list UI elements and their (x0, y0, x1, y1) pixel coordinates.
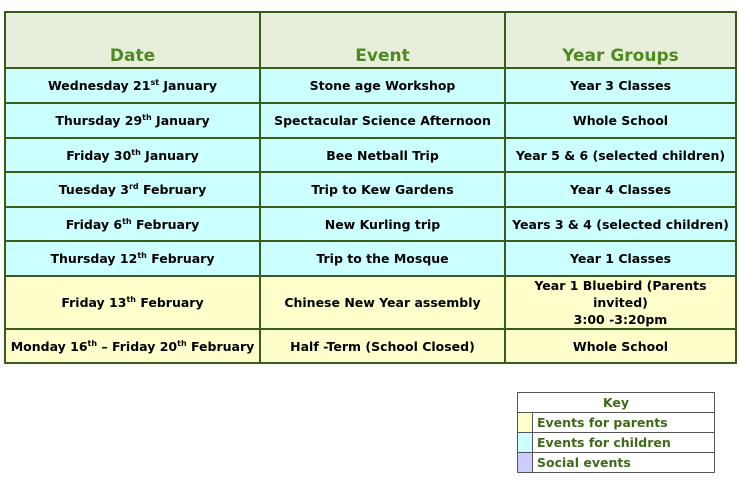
date-cell: Friday 30th January (5, 138, 260, 172)
event-cell: Spectacular Science Afternoon (260, 103, 505, 138)
year-groups-cell: Whole School (505, 329, 736, 363)
date-cell: Thursday 12th February (5, 241, 260, 276)
table-row (5, 241, 736, 276)
header-year-groups: Year Groups (505, 12, 736, 68)
event-cell: Trip to Kew Gardens (260, 172, 505, 207)
year-groups-cell: Years 3 & 4 (selected children) (505, 207, 736, 241)
key-swatch-children (518, 433, 533, 453)
event-cell: New Kurling trip (260, 207, 505, 241)
table-row (5, 207, 736, 241)
event-cell: Chinese New Year assembly (260, 276, 505, 329)
table-row (5, 172, 736, 207)
header-event: Event (260, 12, 505, 68)
key-label-parents: Events for parents (533, 413, 715, 433)
event-cell: Half -Term (School Closed) (260, 329, 505, 363)
header-date: Date (5, 12, 260, 68)
table-row (5, 276, 736, 329)
event-cell: Trip to the Mosque (260, 241, 505, 276)
date-cell: Friday 6th February (5, 207, 260, 241)
year-groups-cell: Year 5 & 6 (selected children) (505, 138, 736, 172)
date-cell: Wednesday 21st January (5, 68, 260, 103)
date-cell: Thursday 29th January (5, 103, 260, 138)
year-groups-cell: Year 4 Classes (505, 172, 736, 207)
key-legend (517, 392, 715, 473)
table-row (5, 68, 736, 103)
table-row (5, 329, 736, 363)
key-title: Key (518, 393, 715, 413)
year-groups-cell: Year 1 Bluebird (Parents invited) 3:00 -3:20pm (505, 276, 736, 329)
date-cell: Friday 13th February (5, 276, 260, 329)
events-table (4, 11, 737, 364)
year-groups-cell: Year 1 Classes (505, 241, 736, 276)
event-cell: Bee Netball Trip (260, 138, 505, 172)
key-swatch-parents (518, 413, 533, 433)
key-label-social: Social events (533, 453, 715, 473)
table-row (5, 138, 736, 172)
year-groups-cell: Whole School (505, 103, 736, 138)
event-cell: Stone age Workshop (260, 68, 505, 103)
date-cell: Tuesday 3rd February (5, 172, 260, 207)
header-row (5, 12, 736, 68)
table-row (5, 103, 736, 138)
date-cell: Monday 16th – Friday 20th February (5, 329, 260, 363)
key-label-children: Events for children (533, 433, 715, 453)
year-groups-cell: Year 3 Classes (505, 68, 736, 103)
key-swatch-social (518, 453, 533, 473)
